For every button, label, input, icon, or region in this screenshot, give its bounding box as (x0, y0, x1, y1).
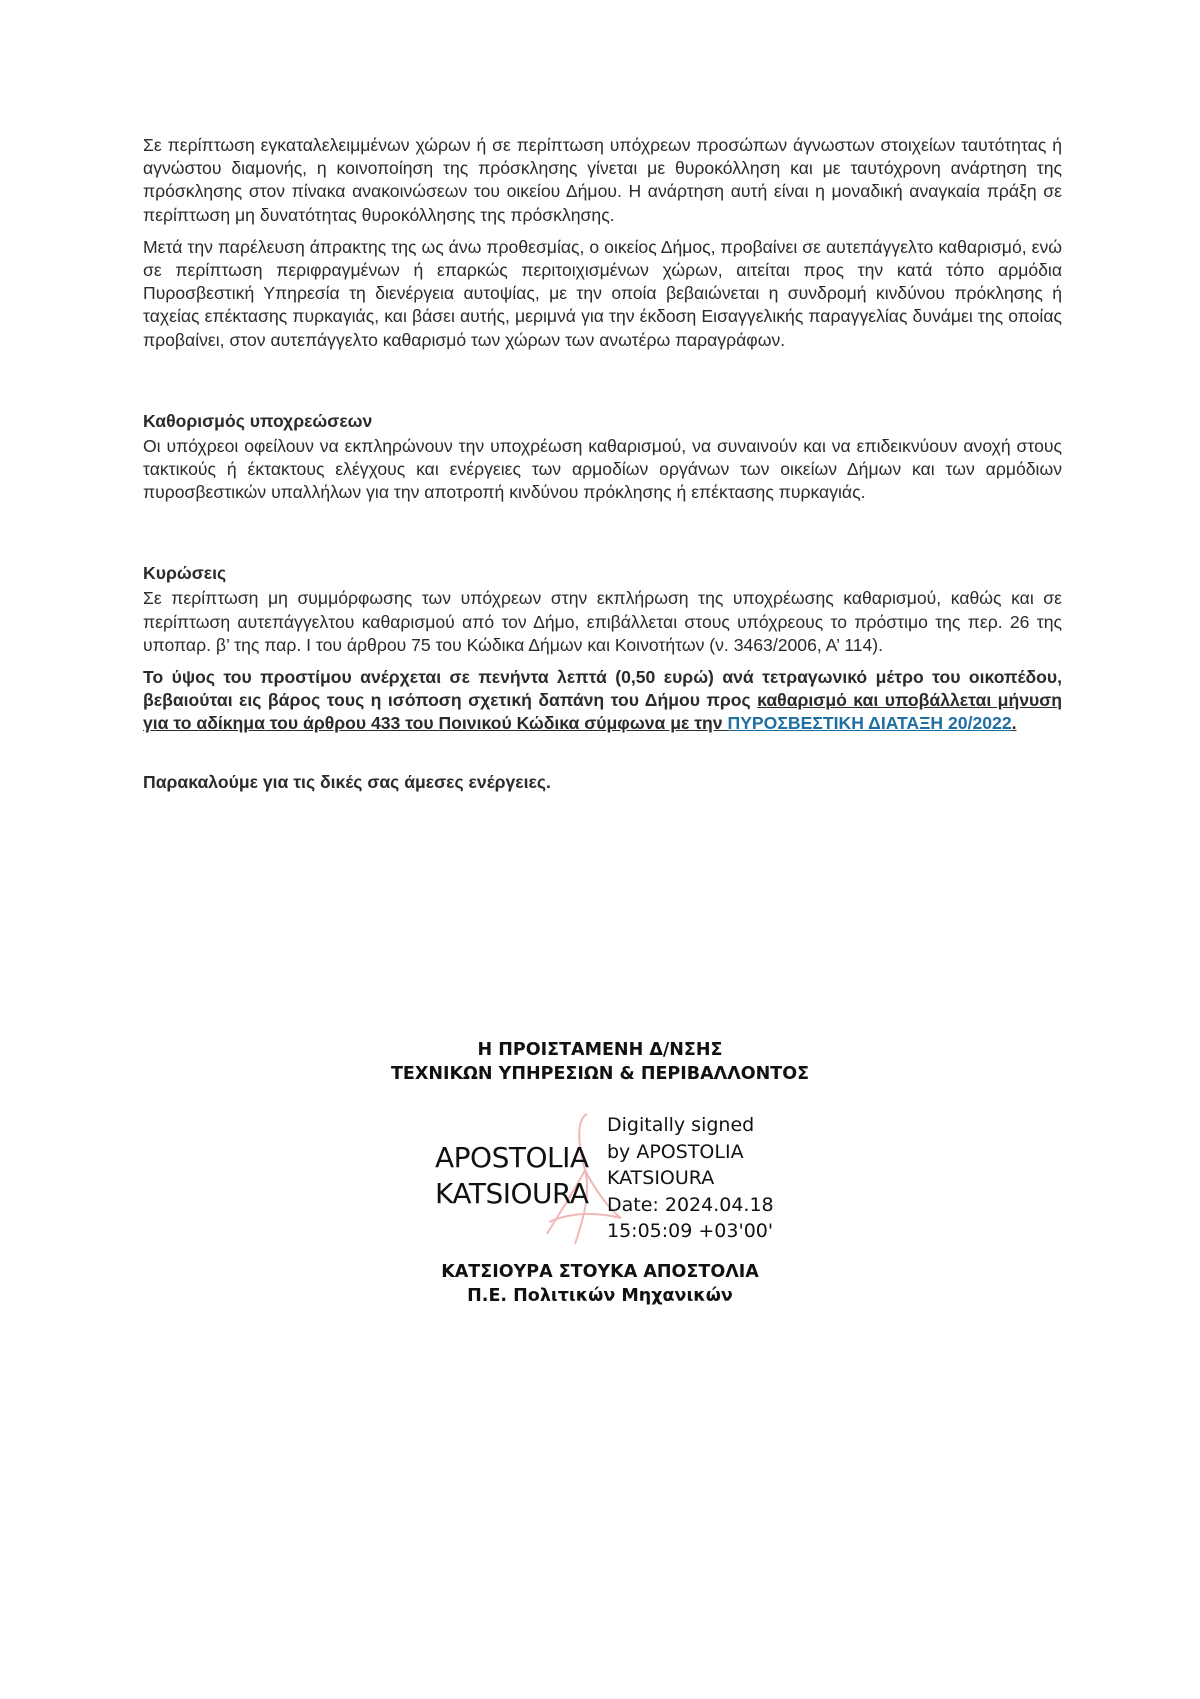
fine-text-underlined: καθαρισμό και υποβάλλεται μήνυση για το αδίκημα του άρθρου 433 του Ποινικού Κώδικα σύμφωνα με την (143, 690, 1062, 734)
paragraph-obligations: Οι υπόχρεοι οφείλουν να εκπληρώνουν την υποχρέωση καθαρισμού, να συναινούν και να επιδεικνύουν ανοχή στους τακτικούς ή έκτακτους ελέγχους και ενέργειες των αρμοδίων οργάνων των οικείων Δήμων και των αρμόδιων πυροσβεστικών υπαλλήλων για την αποτροπή κινδύνου πρόκλησης ή επέκτασης πυρκαγιάς. (143, 435, 1062, 503)
heading-sanctions: Κυρώσεις (143, 563, 227, 584)
link-suffix: . (1011, 713, 1017, 734)
signature-name (435, 1140, 589, 1212)
signature-info-line3: KATSIOURA (607, 1167, 715, 1189)
fine-text: Το ύψος του προστίμου ανέρχεται σε πενήντα λεπτά (0,50 ευρώ) ανά τετραγωνικό μέτρο του οικοπέδου, βεβαιούται εις βάρος τους η ισόποση σχετική δαπάνη του Δήμου προς (143, 667, 1062, 711)
signature-info-line2: by APOSTOLIA (607, 1140, 744, 1163)
paragraph-notification: Σε περίπτωση εγκαταλελειμμένων χώρων ή σε περίπτωση υπόχρεων προσώπων άγνωστων στοιχείων ταυτότητας ή αγνώστου διαμονής, η κοινοποίηση της πρόσκλησης γίνεται με θυροκόλληση και με ταυτόχρονη ανάρτηση της πρόσκλησης στον πίνακα ανακοινώσεων του οικείου Δήμου. Η ανάρτηση αυτή είναι η μοναδική αναγκαία πράξη σε περίπτωση μη δυνατότητας θυροκόλλησης της πρόσκλησης. (143, 135, 1062, 225)
fire-service-directive-link[interactable]: ΠΥΡΟΣΒΕΣΤΙΚΗ ΔΙΑΤΑΞΗ 20/2022 (727, 713, 1012, 734)
paragraph-sanctions: Σε περίπτωση μη συμμόρφωσης των υπόχρεων στην εκπλήρωση της υποχρέωσης καθαρισμού, καθώς και σε περίπτωση αυτεπάγγελτου καθαρισμού από τον Δήμο, επιβάλλεται στους υπόχρεους το πρόστιμο της περ. 26 της υποπαρ. β’ της παρ. Ι του άρθρου 75 του Κώδικα Δήμων και Κοινοτήτων (ν. 3463/2006, Α’ 114). (143, 588, 1062, 655)
signature-date: Date: 2024.04.18 (607, 1193, 774, 1216)
signature-info-line1: Digitally signed (607, 1114, 755, 1136)
digital-signature[interactable] (435, 1108, 775, 1248)
signature-name-line2: KATSIOURA (435, 1177, 589, 1210)
heading-obligations: Καθορισμός υποχρεώσεων (143, 410, 373, 431)
signatory-title-line1: Η ΠΡΟΙΣΤΑΜΕΝΗ Δ/ΝΣΗΣ (477, 1040, 723, 1060)
closing-text: Παρακαλούμε για τις δικές σας άμεσες ενέργειες. (143, 771, 551, 792)
signatory-name-block (0, 1260, 1200, 1308)
signature-info (607, 1112, 774, 1245)
paragraph-fine (143, 666, 1062, 736)
signature-time: 15:05:09 +03'00' (607, 1220, 774, 1242)
document-body (143, 134, 1062, 810)
signatory-title-line2: ΤΕΧΝΙΚΩΝ ΥΠΗΡΕΣΙΩΝ & ΠΕΡΙΒΑΛΛΟΝΤΟΣ (390, 1064, 810, 1084)
signatory-title (0, 1038, 1200, 1086)
signature-name-line1: APOSTOLIA (435, 1141, 589, 1174)
signatory-role: Π.Ε. Πολιτικών Μηχανικών (467, 1286, 733, 1306)
signatory-full-name: ΚΑΤΣΙΟΥΡΑ ΣΤΟΥΚΑ ΑΠΟΣΤΟΛΙΑ (441, 1262, 759, 1282)
paragraph-deadline: Μετά την παρέλευση άπρακτης της ως άνω προθεσμίας, ο οικείος Δήμος, προβαίνει σε αυτεπάγγελτο καθαρισμό, ενώ σε περίπτωση περιφραγμένων ή επαρκώς περιτοιχισμένων χώρων, αιτείται προς την κατά τόπο αρμόδια Πυροσβεστική Υπηρεσία τη διενέργεια αυτοψίας, με την οποία βεβαιώνεται η συνδρομή κινδύνου πρόκλησης ή ταχείας επέκτασης πυρκαγιάς, και βάσει αυτής, μεριμνά για την έκδοση Εισαγγελικής παραγγελίας δυνάμει της οποίας προβαίνει, στον αυτεπάγγελτο καθαρισμό των χώρων των ανωτέρω παραγράφων. (143, 236, 1062, 350)
